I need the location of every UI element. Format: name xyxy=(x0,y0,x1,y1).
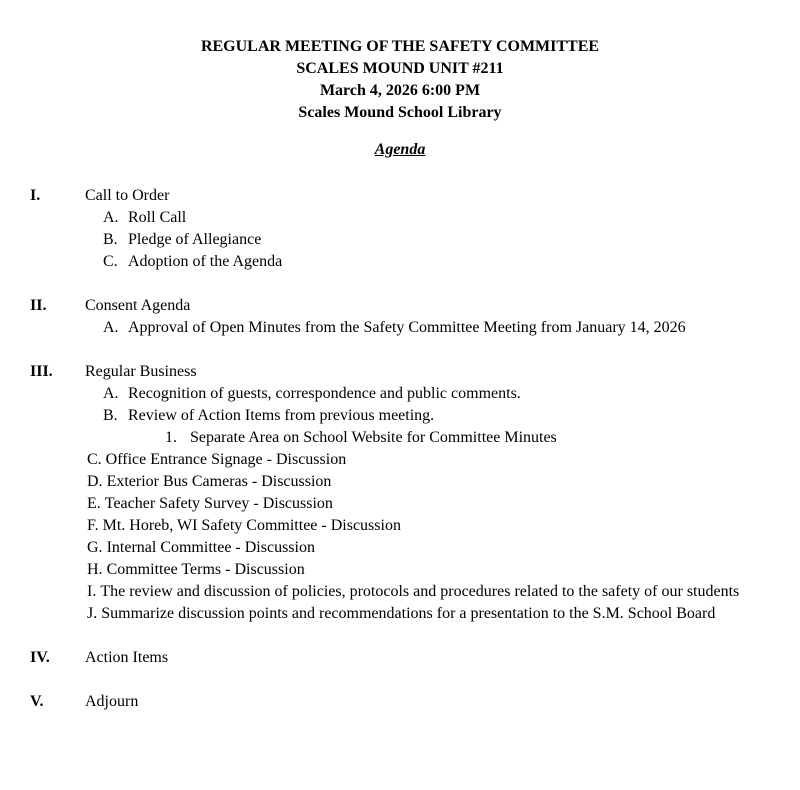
agenda-item-text: Roll Call xyxy=(128,209,187,226)
agenda-item-marker: B. xyxy=(103,407,118,424)
agenda-item xyxy=(0,317,800,339)
agenda-item-text: Review of Action Items from previous meeting. xyxy=(128,407,435,424)
section-heading xyxy=(0,361,800,383)
agenda-item-marker: G. xyxy=(87,539,103,556)
section-regular-business xyxy=(0,361,800,625)
section-numeral: V. xyxy=(30,693,44,710)
agenda-item-text: The review and discussion of policies, protocols and procedures related to the safety of our students xyxy=(100,583,740,600)
agenda-heading xyxy=(0,139,800,161)
agenda-item xyxy=(0,383,800,405)
agenda-item-text: Adoption of the Agenda xyxy=(128,253,283,270)
agenda-item-marker: A. xyxy=(103,385,119,402)
agenda-item xyxy=(0,405,800,427)
section-numeral: III. xyxy=(30,363,53,380)
agenda-item xyxy=(0,207,800,229)
agenda-item xyxy=(0,515,800,537)
agenda-item-marker: B. xyxy=(103,231,118,248)
agenda-item xyxy=(0,537,800,559)
section-title: Consent Agenda xyxy=(85,297,191,314)
agenda-item-marker: E. xyxy=(87,495,101,512)
agenda-item-text: Recognition of guests, correspondence and public comments. xyxy=(128,385,521,402)
section-action-items xyxy=(0,647,800,669)
agenda-item-marker: F. xyxy=(87,517,99,534)
agenda-item xyxy=(0,581,800,603)
section-heading xyxy=(0,647,800,669)
doc-title-line-3: March 4, 2026 6:00 PM xyxy=(319,82,481,99)
agenda-item-text: Summarize discussion points and recommendations for a presentation to the S.M. School Board xyxy=(101,605,716,622)
agenda-item-marker: I. xyxy=(87,583,97,600)
agenda-item xyxy=(0,229,800,251)
doc-title-line-4: Scales Mound School Library xyxy=(298,104,502,121)
agenda-item-marker: C. xyxy=(103,253,118,270)
agenda-item-text: Approval of Open Minutes from the Safety Committee Meeting from January 14, 2026 xyxy=(128,319,686,336)
agenda-item-marker: J. xyxy=(87,605,98,622)
agenda-item-marker: 1. xyxy=(165,429,177,446)
agenda-item-marker: H. xyxy=(87,561,103,578)
agenda-item-text: Committee Terms - Discussion xyxy=(106,561,305,578)
agenda-heading-text: Agenda xyxy=(374,141,426,158)
agenda-item xyxy=(0,449,800,471)
agenda-item-marker: C. xyxy=(87,451,102,468)
section-title: Adjourn xyxy=(85,693,139,710)
doc-title-line-1: REGULAR MEETING OF THE SAFETY COMMITTEE xyxy=(200,38,600,55)
section-heading xyxy=(0,295,800,317)
agenda-item-marker: A. xyxy=(103,319,119,336)
document-header xyxy=(0,0,800,124)
section-numeral: IV. xyxy=(30,649,50,666)
agenda-sub-item xyxy=(0,427,800,449)
doc-title-line-2: SCALES MOUND UNIT #211 xyxy=(296,60,504,77)
section-call-to-order xyxy=(0,185,800,273)
section-numeral: II. xyxy=(30,297,47,314)
section-heading xyxy=(0,691,800,713)
section-heading xyxy=(0,185,800,207)
agenda-item xyxy=(0,559,800,581)
section-consent-agenda xyxy=(0,295,800,339)
agenda-item-text: Internal Committee - Discussion xyxy=(106,539,315,556)
agenda-item-text: Separate Area on School Website for Committee Minutes xyxy=(190,429,557,446)
section-adjourn xyxy=(0,691,800,713)
agenda-item xyxy=(0,493,800,515)
agenda-item-text: Mt. Horeb, WI Safety Committee - Discussion xyxy=(102,517,401,534)
agenda-item xyxy=(0,603,800,625)
agenda-item-text: Pledge of Allegiance xyxy=(128,231,262,248)
section-title: Call to Order xyxy=(85,187,170,204)
agenda-sections xyxy=(0,185,800,713)
agenda-item xyxy=(0,471,800,493)
section-title: Action Items xyxy=(85,649,169,666)
agenda-item-marker: D. xyxy=(87,473,103,490)
agenda-item-text: Teacher Safety Survey - Discussion xyxy=(104,495,333,512)
section-numeral: I. xyxy=(30,187,41,204)
agenda-item-text: Exterior Bus Cameras - Discussion xyxy=(106,473,332,490)
agenda-item-marker: A. xyxy=(103,209,119,226)
section-title: Regular Business xyxy=(85,363,197,380)
agenda-item xyxy=(0,251,800,273)
agenda-item-text: Office Entrance Signage - Discussion xyxy=(105,451,347,468)
